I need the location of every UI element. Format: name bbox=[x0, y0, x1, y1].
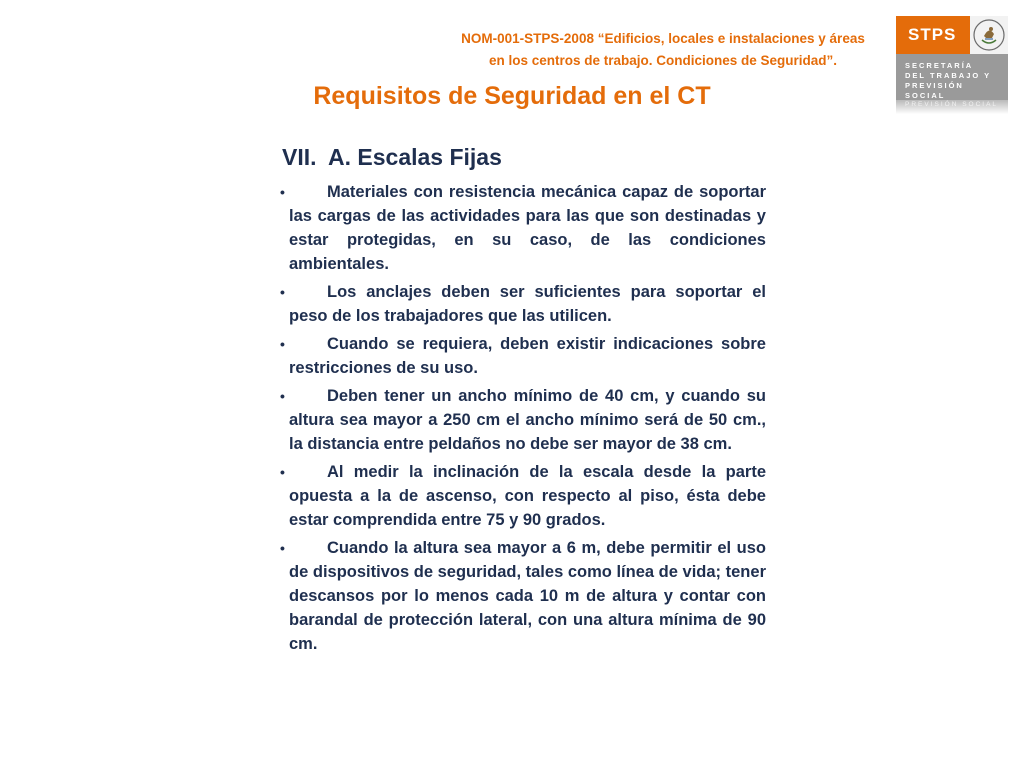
bullet-icon: • bbox=[280, 336, 285, 352]
list-item bbox=[280, 536, 766, 656]
list-item-text: Deben tener un ancho mínimo de 40 cm, y cuando su altura sea mayor a 250 cm el ancho mínimo será de 50 cm., la distancia entre peldaños no debe ser mayor de 38 cm. bbox=[289, 387, 766, 453]
bullet-icon: • bbox=[280, 540, 285, 556]
bullet-icon: • bbox=[280, 184, 285, 200]
bullet-icon: • bbox=[280, 284, 285, 300]
list-item-text: Cuando la altura sea mayor a 6 m, debe permitir el uso de dispositivos de seguridad, tales como línea de vida; tener descansos por lo menos cada 10 m de altura y contar con barandal de protección lateral, con una altura mínima de 90 cm. bbox=[289, 539, 766, 653]
list-item-text: Al medir la inclinación de la escala desde la parte opuesta a la de ascenso, con respecto al piso, ésta debe estar comprendida entre 75 y 90 grados. bbox=[289, 463, 766, 529]
logo-acronym: STPS bbox=[896, 16, 970, 54]
list-item-text: Materiales con resistencia mecánica capaz de soportar las cargas de las actividades para las que son destinadas y estar protegidas, en su caso, de las condiciones ambientales. bbox=[289, 183, 766, 273]
norm-reference bbox=[440, 28, 886, 72]
list-item bbox=[280, 280, 766, 328]
list-item-text: Los anclajes deben ser suficientes para soportar el peso de los trabajadores que las utilicen. bbox=[289, 283, 766, 325]
logo-reflection: PREVISIÓN SOCIAL bbox=[896, 100, 1008, 114]
section-heading bbox=[280, 142, 766, 172]
bullet-icon: • bbox=[280, 464, 285, 480]
norm-reference-line-2: en los centros de trabajo. Condiciones de Seguridad”. bbox=[488, 53, 838, 68]
logo-agency-line-2: DEL TRABAJO Y bbox=[905, 71, 992, 80]
section-number: VII. bbox=[282, 144, 317, 170]
mexico-seal-icon bbox=[970, 16, 1008, 54]
norm-reference-line-1: NOM-001-STPS-2008 “Edificios, locales e instalaciones y áreas bbox=[461, 31, 865, 46]
list-item bbox=[280, 332, 766, 380]
bullet-icon: • bbox=[280, 388, 285, 404]
section-title: A. Escalas Fijas bbox=[328, 144, 502, 170]
list-item bbox=[280, 460, 766, 532]
logo-agency-name bbox=[896, 54, 1008, 100]
page-title: Requisitos de Seguridad en el CT bbox=[313, 82, 711, 110]
list-item bbox=[280, 180, 766, 276]
list-item-text: Cuando se requiera, deben existir indicaciones sobre restricciones de su uso. bbox=[289, 335, 766, 377]
logo-agency-line-3: PREVISIÓN SOCIAL bbox=[905, 81, 964, 100]
logo-agency-line-1: SECRETARÍA bbox=[905, 61, 974, 70]
section-content bbox=[280, 142, 766, 660]
requirements-list bbox=[280, 180, 766, 656]
logo-top-band bbox=[896, 16, 1008, 54]
stps-logo bbox=[896, 16, 1008, 112]
list-item bbox=[280, 384, 766, 456]
